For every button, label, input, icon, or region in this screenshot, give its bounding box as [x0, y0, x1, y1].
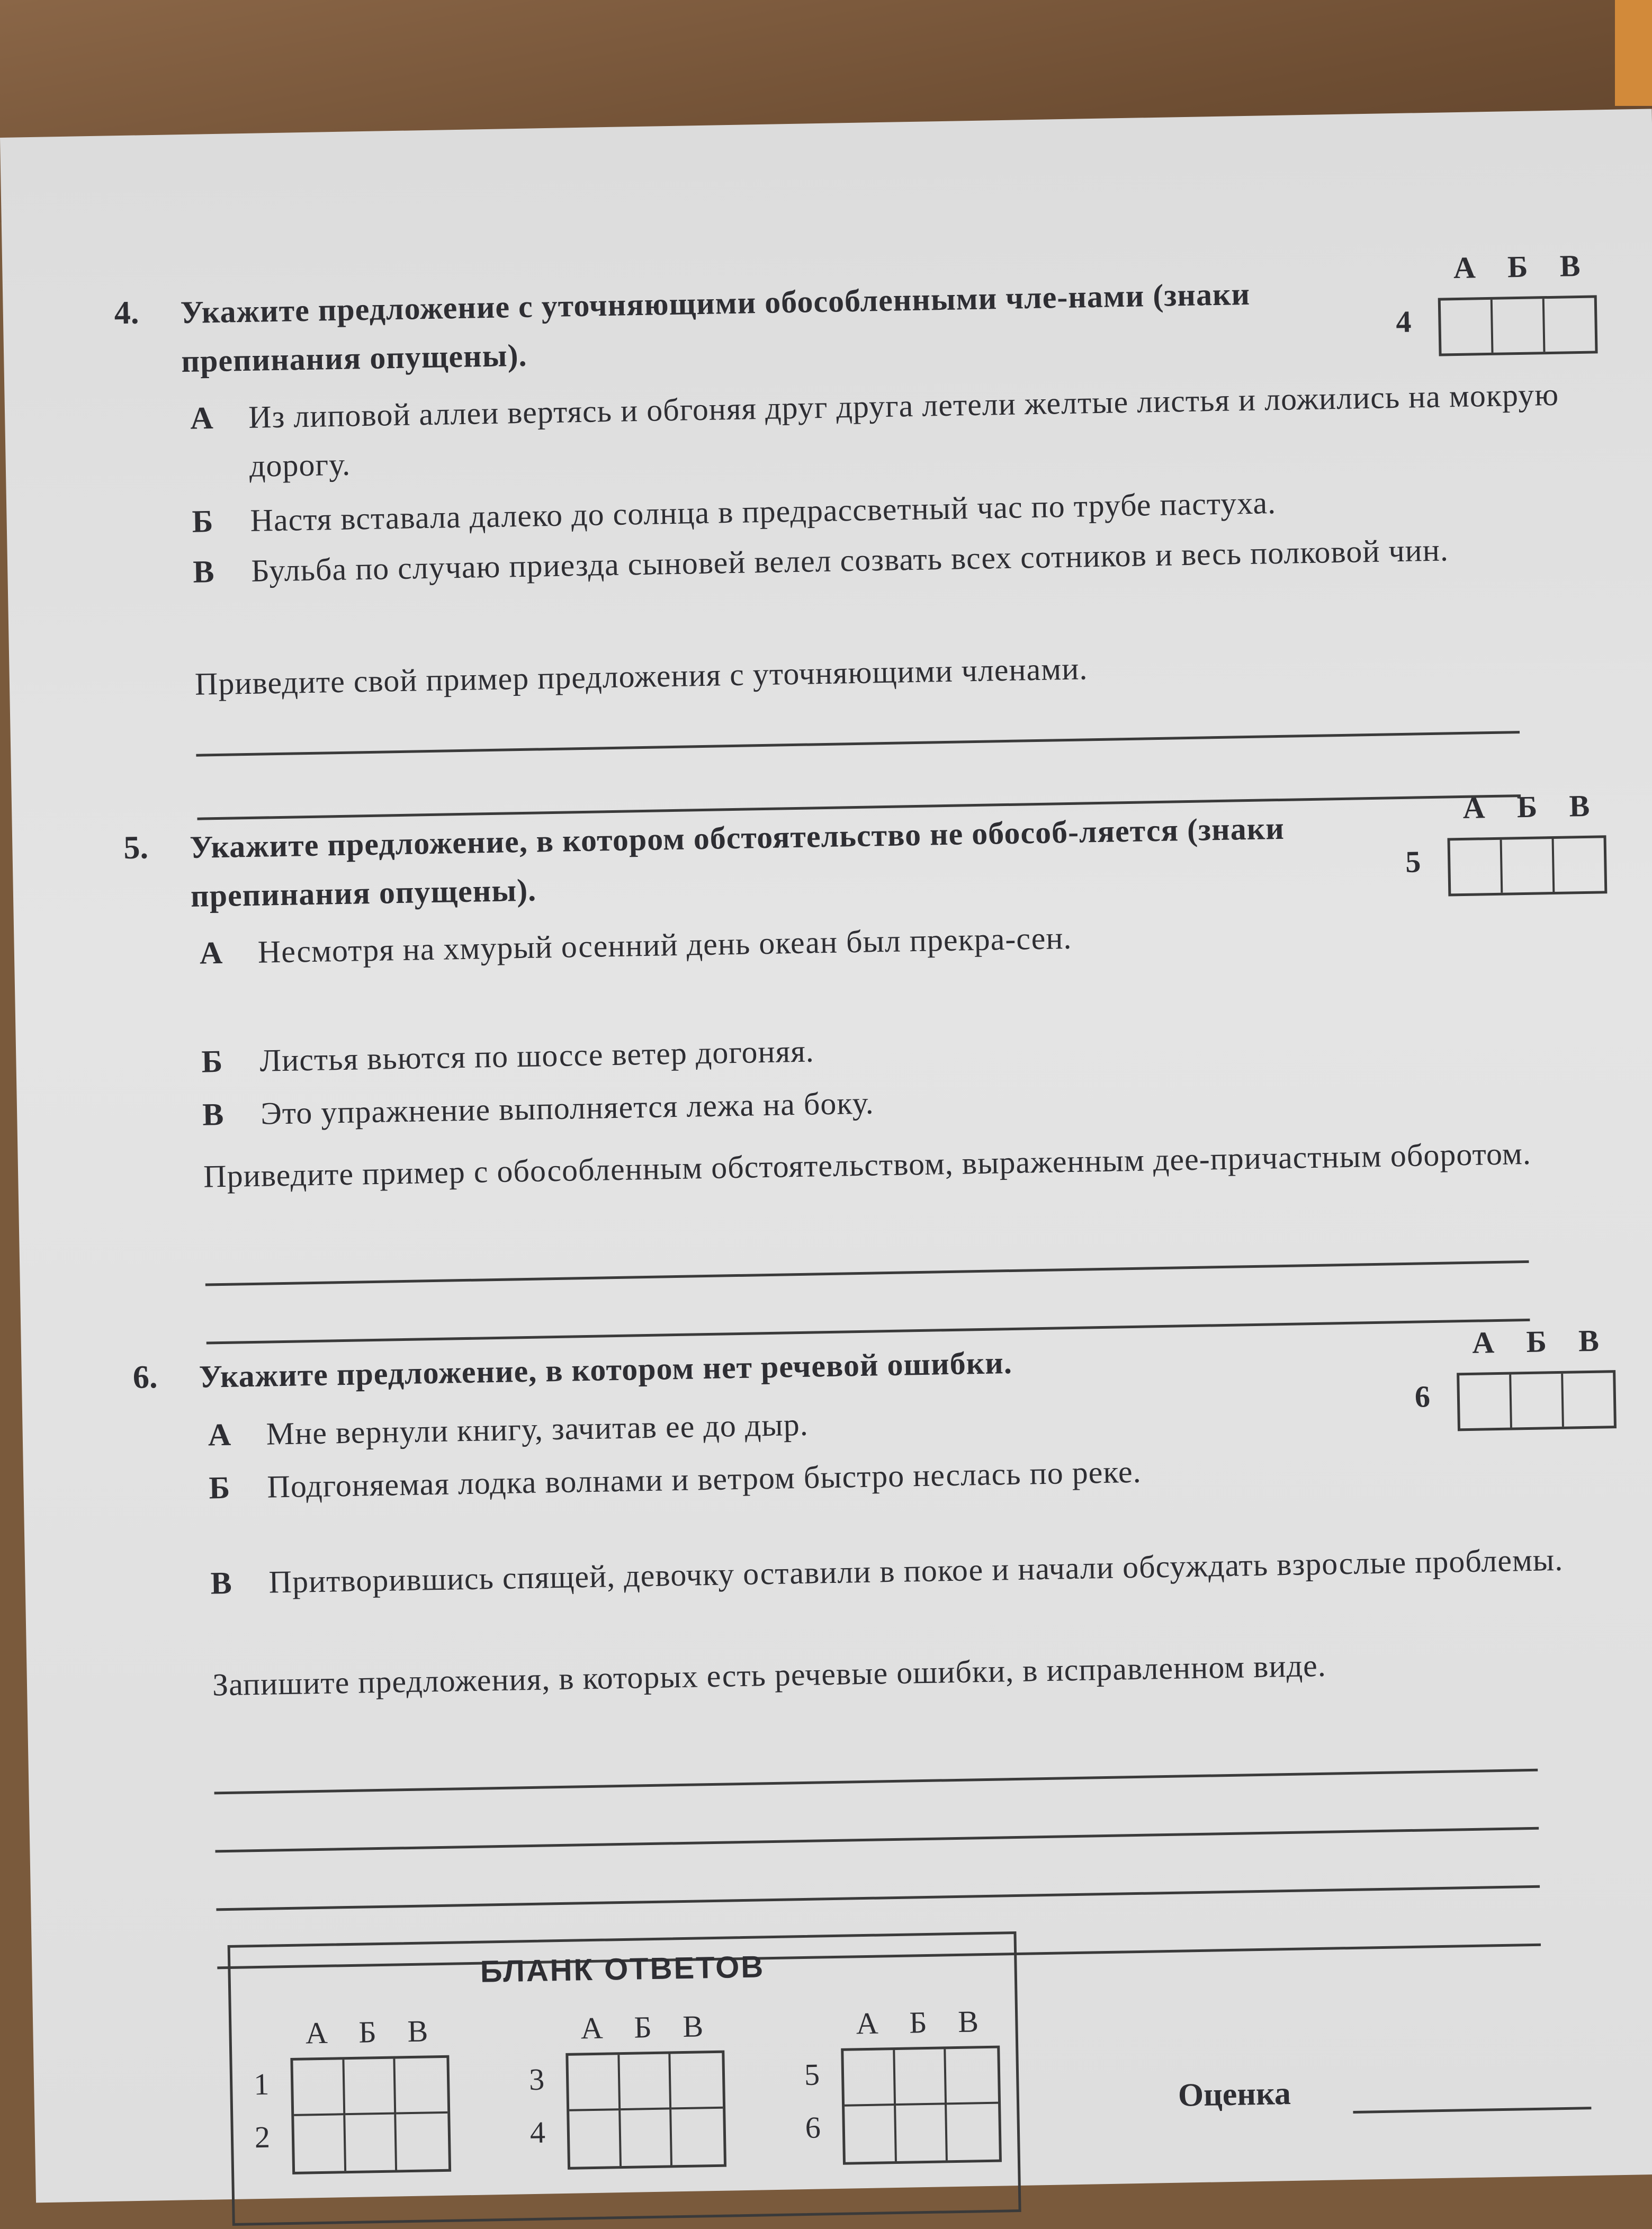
- option-text: Это упражнение выполняется лежа на боку.: [260, 1085, 875, 1131]
- option-text: Листья вьются по шоссе ветер догоняя.: [259, 1033, 815, 1078]
- column-label: В: [682, 2009, 704, 2044]
- option-letter: Б: [201, 1043, 223, 1079]
- question-number: 6.: [132, 1359, 158, 1395]
- answer-cells[interactable]: [1447, 835, 1607, 896]
- task-prompt: Приведите пример с обособленным обстоятельством, выраженным дее-причастным оборотом.: [203, 1135, 1532, 1194]
- answer-line[interactable]: [196, 731, 1520, 757]
- row-label: 2: [254, 2119, 271, 2155]
- option-letter: А: [208, 1417, 232, 1453]
- answer-box: [1395, 247, 1598, 368]
- answer-line[interactable]: [215, 1827, 1539, 1853]
- group-header: [565, 2008, 719, 2046]
- question-number: 5.: [123, 829, 149, 866]
- answer-cells[interactable]: [290, 2055, 451, 2174]
- question-6: [132, 1323, 1615, 1703]
- answer-sheet: [228, 1931, 1021, 2226]
- answer-box-header: [1456, 1322, 1615, 1360]
- column-label: А: [1453, 250, 1476, 285]
- option-letter: В: [202, 1096, 225, 1132]
- column-label: А: [1471, 1325, 1495, 1360]
- column-label: В: [1569, 788, 1590, 823]
- option-letter: А: [190, 400, 214, 436]
- answer-box: [1404, 787, 1608, 908]
- answer-line[interactable]: [205, 1260, 1529, 1286]
- task-prompt: Запишите предложения, в которых есть речевые ошибки, в исправленном виде.: [212, 1648, 1327, 1703]
- column-label: Б: [1507, 249, 1529, 284]
- row-label: 6: [805, 2110, 821, 2145]
- question-4: [114, 248, 1596, 702]
- column-label: В: [957, 2004, 979, 2039]
- option-letter: Б: [192, 504, 214, 539]
- option-text: Мне вернули книгу, зачитав ее до дыр.: [266, 1407, 809, 1452]
- group-header: [840, 2003, 994, 2042]
- column-label: Б: [1516, 789, 1538, 825]
- answer-line[interactable]: [216, 1885, 1540, 1911]
- answer-cells[interactable]: [841, 2046, 1002, 2165]
- column-label: Б: [909, 2004, 928, 2040]
- answer-box: [1414, 1322, 1617, 1443]
- answer-box-header: [1437, 247, 1596, 285]
- question-text: Укажите предложение, в котором нет речевой ошибки.: [199, 1345, 1013, 1394]
- answer-box-number: 6: [1414, 1379, 1431, 1414]
- answer-group-3-4: [528, 2008, 753, 2202]
- question-text: Укажите предложение, в котором обстоятельство не обособ-ляется (знаки препинания опущены).: [189, 810, 1285, 914]
- question-number: 4.: [114, 294, 139, 332]
- answer-line[interactable]: [214, 1769, 1538, 1795]
- answer-cells[interactable]: [1457, 1370, 1617, 1431]
- worksheet-page: [0, 109, 1652, 2203]
- row-label: 1: [253, 2066, 270, 2102]
- column-label: А: [1462, 790, 1486, 825]
- column-label: А: [580, 2010, 604, 2046]
- answer-group-1-2: [253, 2012, 478, 2207]
- option-letter: В: [192, 554, 215, 589]
- column-label: В: [407, 2013, 428, 2049]
- option-text: Бульба по случаю приезда сыновей велел созвать всех сотников и весь полковой чин.: [250, 532, 1449, 588]
- answer-group-5-6: [803, 2003, 1029, 2197]
- option-b[interactable]: [201, 1013, 1604, 1079]
- option-letter: В: [210, 1565, 233, 1601]
- column-label: А: [856, 2006, 879, 2041]
- row-label: 4: [529, 2115, 546, 2150]
- answer-box-number: 5: [1405, 844, 1421, 879]
- question-text: Укажите предложение с уточняющими обособленными чле-нами (знаки препинания опущены).: [180, 276, 1251, 379]
- column-label: В: [1578, 1323, 1600, 1358]
- option-letter: А: [199, 935, 223, 971]
- answer-cells[interactable]: [565, 2051, 726, 2170]
- column-label: Б: [633, 2010, 652, 2045]
- answer-box-number: 4: [1395, 304, 1412, 339]
- column-label: Б: [1525, 1324, 1547, 1359]
- option-letter: Б: [208, 1470, 231, 1506]
- grade-line[interactable]: [1353, 2107, 1591, 2114]
- grade-label: Оценка: [1178, 2075, 1291, 2114]
- answer-cells[interactable]: [1438, 295, 1598, 356]
- option-text: Из липовой аллеи вертясь и обгоняя друг друга летели желтые листья и ложились на мокрую дорогу.: [248, 377, 1559, 484]
- column-label: В: [1559, 248, 1581, 283]
- answer-box-header: [1447, 787, 1606, 826]
- task-prompt: Приведите свой пример предложения с уточняющими членами.: [194, 651, 1088, 702]
- group-header: [290, 2013, 444, 2051]
- option-text: Несмотря на хмурый осенний день океан был прекра-сен.: [257, 920, 1072, 970]
- option-text: Настя вставала далеко до солнца в предрассветный час по трубе пастуха.: [250, 485, 1277, 538]
- desk-edge: [1615, 0, 1652, 106]
- answer-sheet-title: БЛАНК ОТВЕТОВ: [480, 1949, 765, 1989]
- column-label: Б: [358, 2015, 377, 2049]
- option-c[interactable]: [210, 1534, 1613, 1601]
- option-text: Подгоняемая лодка волнами и ветром быстро неслась по реке.: [266, 1454, 1142, 1505]
- option-text: Притворившись спящей, девочку оставили в покое и начали обсуждать взрослые проблемы.: [268, 1542, 1564, 1600]
- row-label: 3: [528, 2062, 545, 2097]
- column-label: А: [305, 2015, 328, 2051]
- row-label: 5: [804, 2057, 820, 2092]
